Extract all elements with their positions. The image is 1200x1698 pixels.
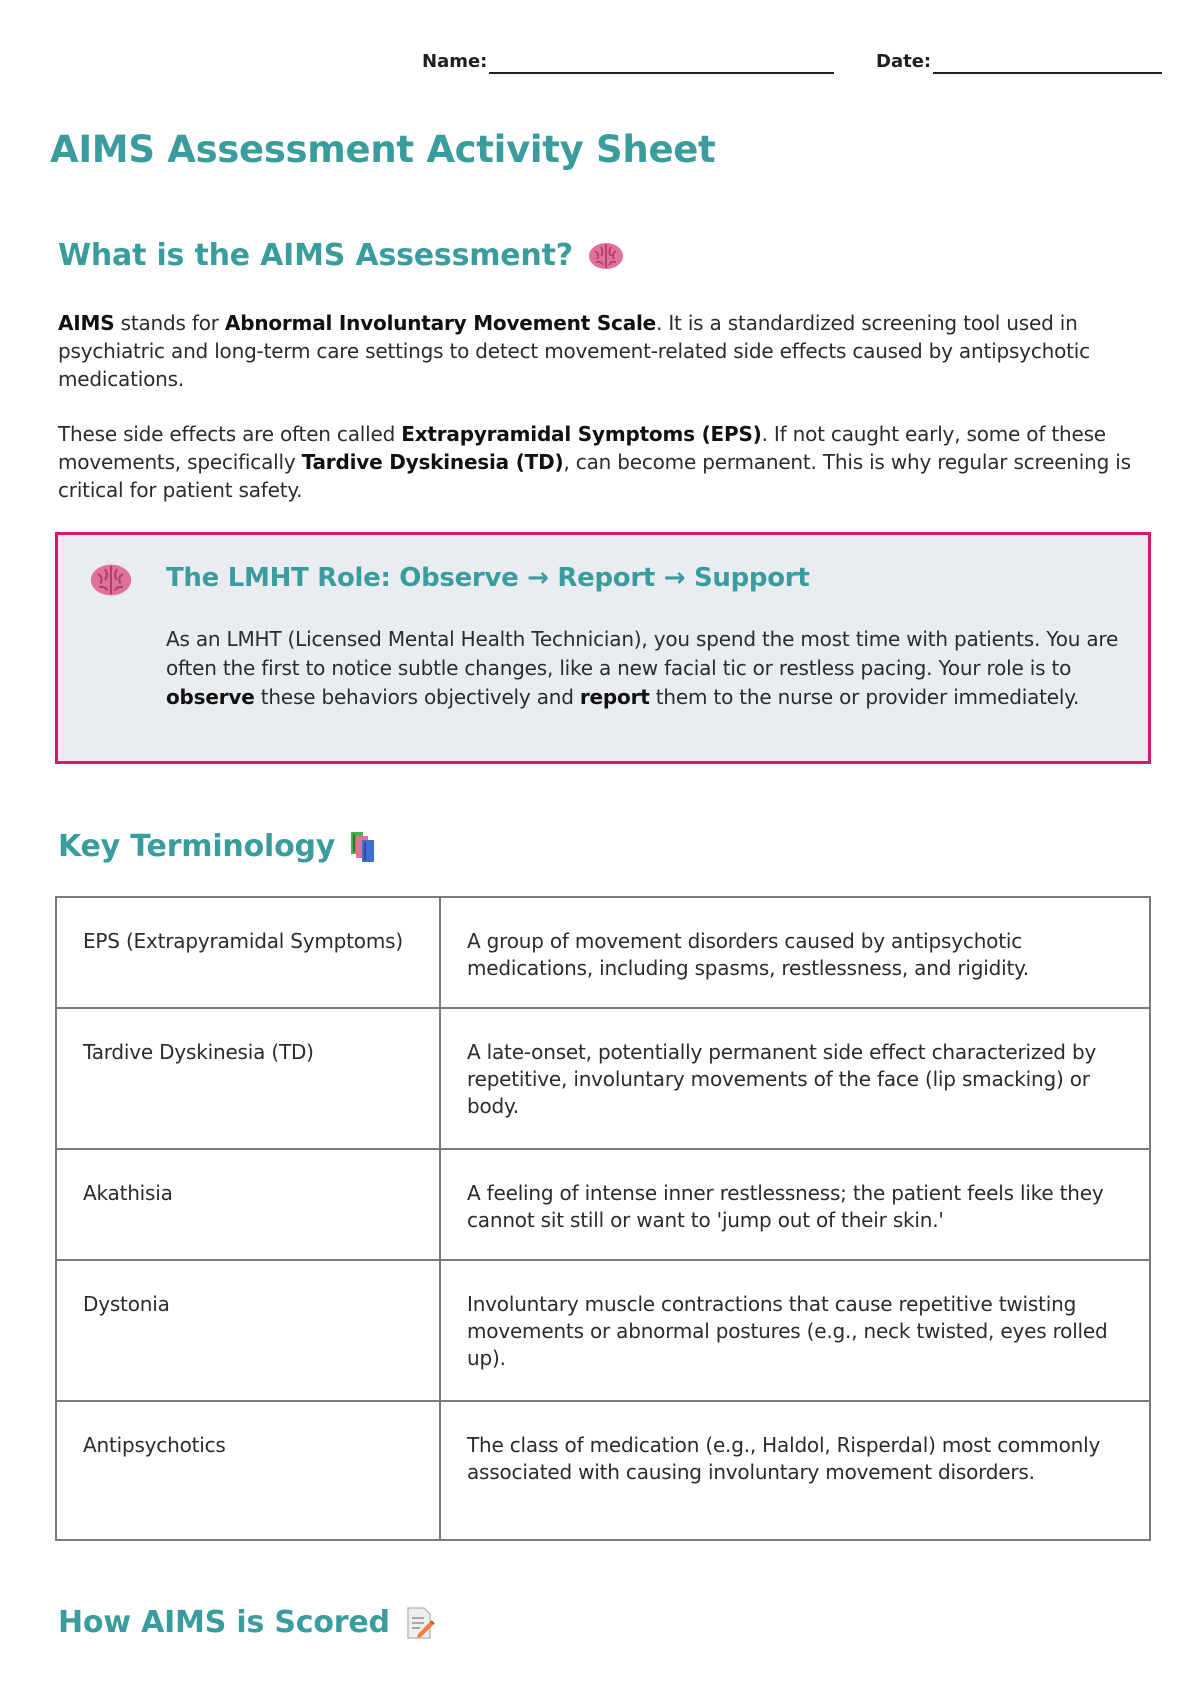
header-row [0,50,1200,80]
memo-icon [404,1606,436,1640]
aims-full-name: Abnormal Involuntary Movement Scale [224,311,657,335]
text-run: stands for [114,311,225,335]
text-run: them to the nurse or provider immediately. [649,685,1080,709]
callout-title: The LMHT Role: Observe → Report → Support [166,563,810,593]
table-row [56,1149,1150,1260]
section-heading-text: What is the AIMS Assessment? [58,238,573,273]
text-run: , can become permanent. This is why regular screening is critical for patient safety. [58,450,1131,502]
definition-cell: A feeling of intense inner restlessness; the patient feels like they cannot sit still or want to 'jump out of their skin.' [440,1149,1150,1260]
eps-paragraph [58,420,1143,504]
brain-icon [587,240,625,272]
text-run: these behaviors objectively and [254,685,580,709]
definition-cell: The class of medication (e.g., Haldol, Risperdal) most commonly associated with causing involuntary movement disorders. [440,1401,1150,1540]
table-row [56,1008,1150,1149]
table-row [56,1260,1150,1401]
date-blank-line[interactable] [933,52,1162,74]
term-cell: Akathisia [56,1149,440,1260]
aims-acronym: AIMS [58,311,115,335]
aims-definition-paragraph [58,309,1143,393]
text-run: . If not caught early, some of these movements, specifically [58,422,1106,474]
section-heading-text: How AIMS is Scored [58,1605,390,1640]
name-label: Name: [422,51,488,72]
text-run: . It is a standardized screening tool used in psychiatric and long-term care settings to detect movement-related side effects caused by antipsychotic medications. [58,311,1090,391]
name-field[interactable] [422,50,834,74]
definition-cell: Involuntary muscle contractions that cause repetitive twisting movements or abnormal postures (e.g., neck twisted, eyes rolled up). [440,1260,1150,1401]
page-title: AIMS Assessment Activity Sheet [50,128,716,171]
section-heading-text: Key Terminology [58,829,336,864]
name-blank-line[interactable] [489,52,834,74]
lmht-role-callout [55,532,1151,764]
td-term: Tardive Dyskinesia (TD) [301,450,564,474]
date-field[interactable] [876,50,1162,74]
date-label: Date: [876,51,932,72]
callout-body [166,625,1126,712]
section-heading-how-aims-is-scored [58,1605,436,1640]
term-cell: Antipsychotics [56,1401,440,1540]
term-cell: EPS (Extrapyramidal Symptoms) [56,897,440,1008]
table-row [56,1401,1150,1540]
text-run: As an LMHT (Licensed Mental Health Technician), you spend the most time with patients. You are often the first to notice subtle changes, like a new facial tic or restless pacing. Your role is to [166,627,1119,680]
text-run: These side effects are often called [58,422,402,446]
table-row [56,897,1150,1008]
definition-cell: A group of movement disorders caused by antipsychotic medications, including spasms, restlessness, and rigidity. [440,897,1150,1008]
report-term: report [579,685,650,709]
section-heading-what-is-aims [58,238,625,273]
brain-icon [88,561,134,603]
term-cell: Tardive Dyskinesia (TD) [56,1008,440,1149]
section-heading-key-terminology [58,829,385,864]
definition-cell: A late-onset, potentially permanent side effect characterized by repetitive, involuntary movements of the face (lip smacking) or body. [440,1008,1150,1149]
eps-term: Extrapyramidal Symptoms (EPS) [401,422,762,446]
terminology-table [55,896,1151,1541]
books-icon [349,830,385,864]
terminology-table-body [56,897,1150,1540]
term-cell: Dystonia [56,1260,440,1401]
observe-term: observe [166,685,255,709]
